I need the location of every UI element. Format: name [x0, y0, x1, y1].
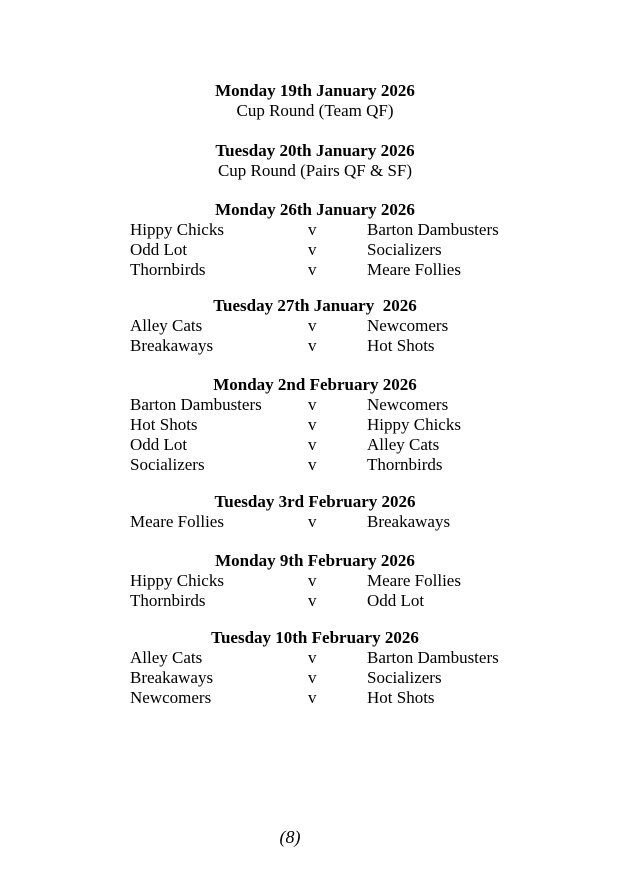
match-row: [130, 648, 530, 668]
versus-marker: v: [308, 240, 317, 259]
versus-marker: v: [308, 435, 317, 454]
versus-marker: v: [308, 648, 317, 667]
fixture-date-heading: Tuesday 10th February 2026: [211, 628, 419, 647]
fixture-date-heading: Monday 9th February 2026: [215, 551, 415, 570]
versus-marker: v: [308, 260, 317, 279]
away-team: Hippy Chicks: [367, 415, 461, 434]
fixture-day-block: [130, 200, 530, 280]
home-team: Socializers: [130, 455, 205, 474]
fixture-day-block: [130, 81, 530, 121]
fixture-day-block: [130, 628, 530, 708]
fixture-date-heading: Tuesday 3rd February 2026: [214, 492, 416, 511]
match-row: [130, 591, 530, 611]
away-team: Breakaways: [367, 512, 451, 531]
fixture-day-block: [130, 296, 530, 356]
home-team: Breakaways: [130, 668, 214, 687]
versus-marker: v: [308, 336, 317, 355]
versus-marker: v: [308, 455, 317, 474]
away-team: Socializers: [367, 668, 442, 687]
away-team: Meare Follies: [367, 571, 461, 590]
home-team: Meare Follies: [130, 512, 224, 531]
away-team: Barton Dambusters: [367, 648, 499, 667]
away-team: Newcomers: [367, 316, 449, 335]
fixture-date-heading: Tuesday 27th January 2026: [213, 296, 417, 315]
match-row: [130, 668, 530, 688]
home-team: Alley Cats: [130, 316, 203, 335]
fixture-date-heading: Monday 26th January 2026: [215, 200, 415, 219]
versus-marker: v: [308, 688, 317, 707]
home-team: Barton Dambusters: [130, 395, 262, 414]
fixture-day-block: [130, 492, 530, 532]
versus-marker: v: [308, 512, 317, 531]
match-row: [130, 435, 530, 455]
home-team: Thornbirds: [130, 591, 206, 610]
fixture-date-heading: Tuesday 20th January 2026: [215, 141, 415, 160]
versus-marker: v: [308, 591, 317, 610]
fixture-day-block: [130, 551, 530, 611]
match-row: [130, 240, 530, 260]
versus-marker: v: [308, 668, 317, 687]
match-row: [130, 571, 530, 591]
fixture-day-block: [130, 141, 530, 181]
away-team: Thornbirds: [367, 455, 443, 474]
home-team: Odd Lot: [130, 435, 188, 454]
versus-marker: v: [308, 571, 317, 590]
versus-marker: v: [308, 395, 317, 414]
versus-marker: v: [308, 316, 317, 335]
match-row: [130, 260, 530, 280]
home-team: Newcomers: [130, 688, 212, 707]
away-team: Meare Follies: [367, 260, 461, 279]
match-row: [130, 455, 530, 475]
away-team: Barton Dambusters: [367, 220, 499, 239]
match-row: [130, 316, 530, 336]
page-number: (8): [279, 827, 301, 847]
match-row: [130, 336, 530, 356]
away-team: Alley Cats: [367, 435, 440, 454]
fixture-date-heading: Monday 19th January 2026: [215, 81, 415, 100]
home-team: Alley Cats: [130, 648, 203, 667]
match-row: [130, 415, 530, 435]
away-team: Hot Shots: [367, 688, 435, 707]
fixture-date-heading: Monday 2nd February 2026: [213, 375, 417, 394]
home-team: Thornbirds: [130, 260, 206, 279]
away-team: Odd Lot: [367, 591, 425, 610]
home-team: Hippy Chicks: [130, 220, 224, 239]
match-row: [130, 220, 530, 240]
match-row: [130, 512, 530, 532]
fixture-note: Cup Round (Team QF): [236, 101, 394, 120]
versus-marker: v: [308, 220, 317, 239]
away-team: Newcomers: [367, 395, 449, 414]
match-row: [130, 688, 530, 708]
versus-marker: v: [308, 415, 317, 434]
home-team: Breakaways: [130, 336, 214, 355]
fixture-note: Cup Round (Pairs QF & SF): [217, 161, 413, 180]
home-team: Odd Lot: [130, 240, 188, 259]
home-team: Hippy Chicks: [130, 571, 224, 590]
match-row: [130, 395, 530, 415]
away-team: Socializers: [367, 240, 442, 259]
home-team: Hot Shots: [130, 415, 198, 434]
away-team: Hot Shots: [367, 336, 435, 355]
fixture-day-block: [130, 375, 530, 475]
